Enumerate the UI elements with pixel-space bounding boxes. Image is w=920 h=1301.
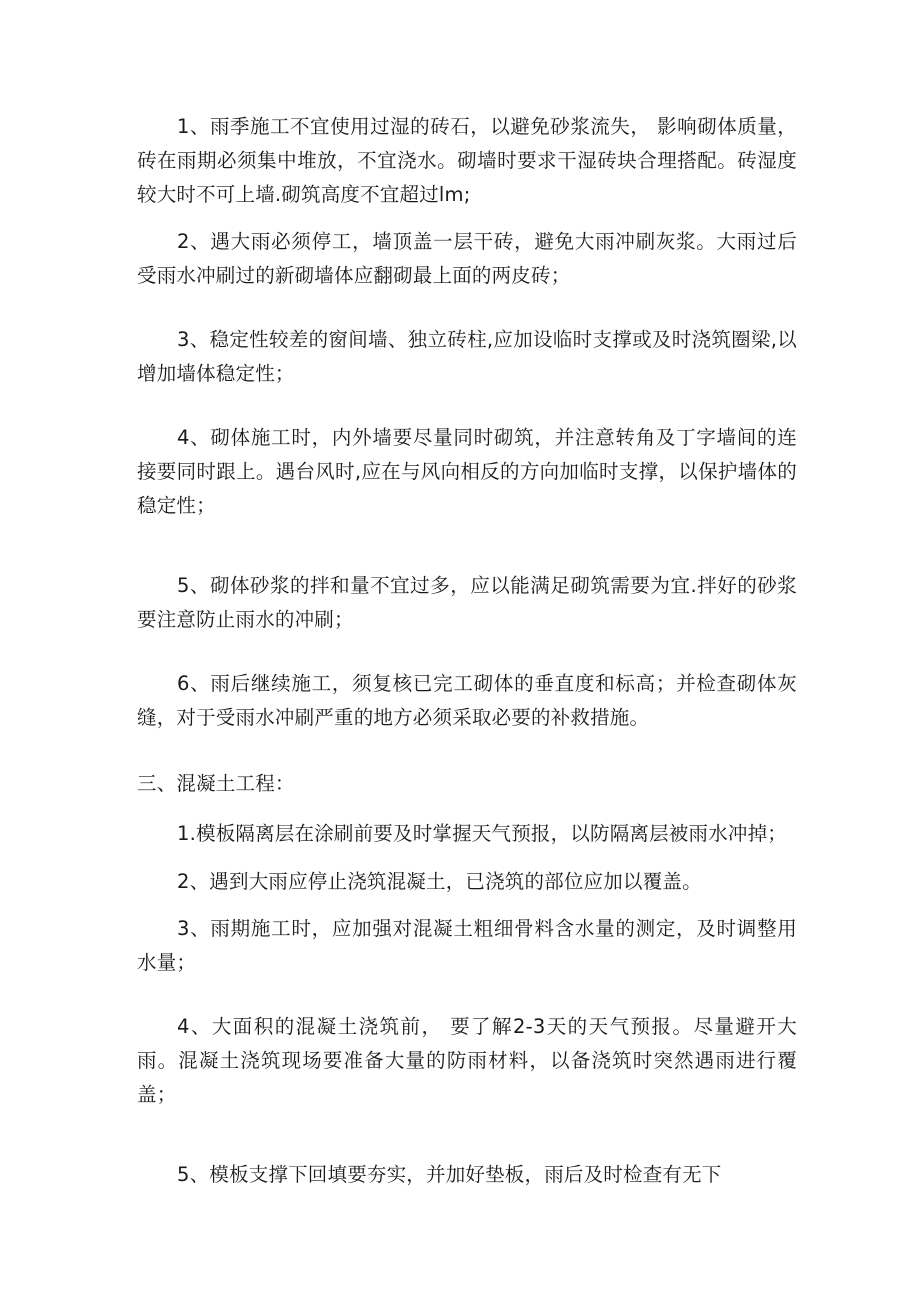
paragraph-masonry-item-5: 5、砌体砂浆的拌和量不宜过多，应以能满足砌筑需要为宜.拌好的砂浆要注意防止雨水的冲刷；: [137, 574, 797, 631]
paragraph-concrete-item-4: 4、大面积的混凝土浇筑前， 要了解2-3天的天气预报。尽量避开大雨。混凝土浇筑现场要准备大量的防雨材料，以备浇筑时突然遇雨进行覆盖；: [137, 1015, 797, 1106]
paragraph-masonry-item-3: 3、稳定性较差的窗间墙、独立砖柱,应加设临时支撑或及时浇筑圈梁,以增加墙体稳定性；: [137, 328, 797, 385]
paragraph-concrete-item-5: 5、模板支撑下回填要夯实，并加好垫板，雨后及时检查有无下: [177, 1163, 722, 1186]
paragraph-masonry-item-6: 6、雨后继续施工，须复核已完工砌体的垂直度和标高；并检查砌体灰缝，对于受雨水冲刷严重的地方必须采取必要的补救措施。: [137, 672, 797, 729]
paragraph-masonry-item-2: 2、遇大雨必须停工，墙顶盖一层干砖，避免大雨冲刷灰浆。大雨过后受雨水冲刷过的新砌墙体应翻砌最上面的两皮砖；: [137, 230, 797, 287]
paragraph-concrete-item-2: 2、遇到大雨应停止浇筑混凝土，已浇筑的部位应加以覆盖。: [177, 870, 702, 893]
paragraph-concrete-item-1: 1.模板隔离层在涂刷前要及时掌握天气预报，以防隔离层被雨水冲掉；: [177, 822, 788, 845]
section-heading-concrete: 三、混凝土工程：: [137, 772, 295, 795]
paragraph-masonry-item-4: 4、砌体施工时，内外墙要尽量同时砌筑，并注意转角及丁字墙间的连接要同时跟上。遇台风时,应在与风向相反的方向加临时支撑，以保护墙体的稳定性；: [137, 426, 797, 517]
paragraph-concrete-item-3: 3、雨期施工时，应加强对混凝土粗细骨料含水量的测定，及时调整用水量；: [137, 917, 797, 974]
paragraph-masonry-item-1: 1、雨季施工不宜使用过湿的砖石，以避免砂浆流失， 影响砌体质量，砖在雨期必须集中堆放，不宜浇水。砌墙时要求干湿砖块合理搭配。砖湿度较大时不可上墙.砌筑高度不宜超过lm;: [137, 115, 797, 206]
